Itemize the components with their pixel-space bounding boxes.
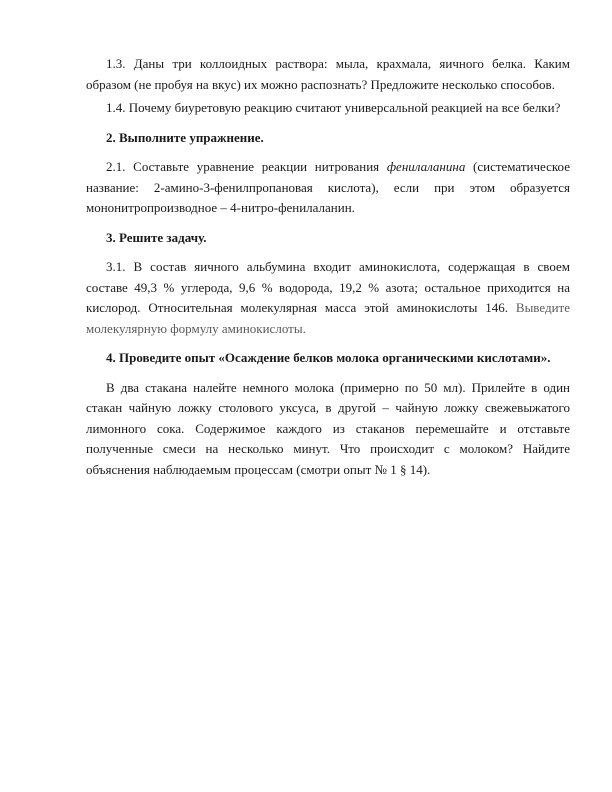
- experiment-4-instructions: В два стакана налейте немного молока (примерно по 50 мл). Прилейте в один стакан чайную ложку столового уксуса, в другой – чайную ложку свежевыжатого лимонного сока. Содержимое каждого из стаканов перемешайте и отставьте полученные смеси на несколько минут. Что происходит с молоком? Найдите объяснения наблюдаемым процессам (смотри опыт № 1 § 14).: [86, 379, 570, 477]
- task-3-1-question: Выведите молекулярную формулу аминокислоты.: [86, 300, 570, 336]
- task-3-1: [86, 257, 570, 339]
- exercise-2-1-text-end: (систематическое название: 2-амино-3-фенилпропановая кислота), если при этом образуется мононитропроизводное – 4-нитро-фенилаланин.: [86, 159, 570, 215]
- task-3-1-main-text: 3.1. В состав яичного альбумина входит аминокислота, содержащая в своем составе 49,3 % углерода, 9,6 % водорода, 19,2 % азота; остальное приходится на кислород. Относительная молекулярная масса этой аминокислоты 146.: [86, 259, 570, 315]
- exercise-2-1-text-start: 2.1. Составьте уравнение реакции нитрования: [106, 159, 387, 174]
- question-1-4: 1.4. Почему биуретовую реакцию считают универсальной реакцией на все белки?: [106, 100, 561, 115]
- question-1-3: 1.3. Даны три коллоидных раствора: мыла, крахмала, яичного белка. Каким образом (не пробуя на вкус) их можно распознать? Предложите несколько способов.: [86, 56, 570, 92]
- section-3-heading: 3. Решите задачу.: [106, 229, 207, 245]
- section-2-heading: 2. Выполните упражнение.: [106, 129, 264, 145]
- exercise-2-1: [86, 157, 570, 219]
- section-4-heading: 4. Проведите опыт «Осаждение белков молока органическими кислотами».: [106, 350, 551, 365]
- exercise-2-1-italic-term: фенилаланина: [386, 159, 466, 174]
